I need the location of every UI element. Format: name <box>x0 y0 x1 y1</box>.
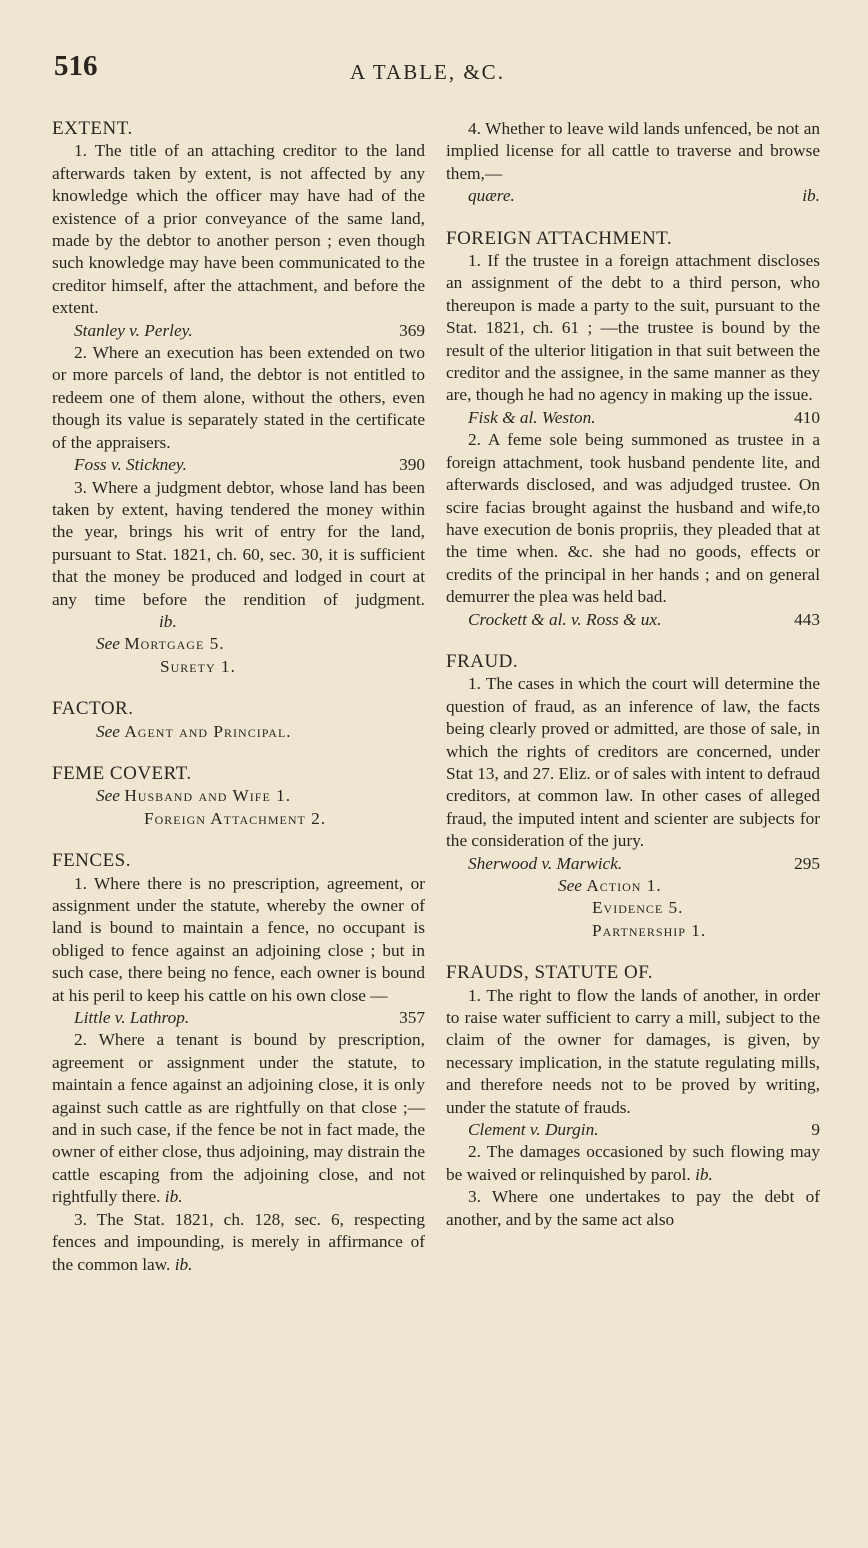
entry-heading: FACTOR. <box>52 698 134 720</box>
paragraph: 1. The right to flow the lands of another, in order to raise water sufficient to carry a mill, subject to the claim of the owner for damages, is given, by necessary implication, in the statute regulating mills, and therefore needs not to be proved by writing, under the statute of frauds. Clement v. Durgin. 9 <box>446 985 820 1142</box>
paragraph: 2. A feme sole being summoned as trustee in a foreign attachment, took husband pendente lite, and afterwards disclosed, and was adjudged trustee. On scire facias brought against the husband and wife,to have execution de bonis propriis, they pleaded that at the time when. &c. she had no goods, effects or credits of the principal in her hands ; and on general demurrer the plea was held bad. Crockett & al. v. Ross & ux. 443 <box>446 429 820 631</box>
entry-heading: FRAUDS, STATUTE OF. <box>446 962 654 984</box>
case-name: Stanley v. Perley. <box>74 320 193 340</box>
ibid-ref: ib. <box>164 1187 183 1207</box>
entry-fences-continued <box>446 118 820 208</box>
paragraph: 2. Where a tenant is bound by prescription, agreement or assignment under the statute, to maintain a fence against an adjoining close, it is only against such cattle as are rightfully on that close ;—and in such case, if the fence be not in fact made, the owner of either close, thus adjoining, may distrain the cattle escaping from the adjoining close, and not rightfully there. ib. <box>52 1030 425 1207</box>
page-ref: 410 <box>794 407 820 427</box>
entry-extent <box>52 118 425 678</box>
ibid-ref: ib. <box>174 1254 193 1274</box>
case-name: Little v. Lathrop. <box>74 1008 190 1028</box>
case-name: Crockett & al. v. Ross & ux. <box>468 609 662 629</box>
quaere: quære. <box>468 186 515 206</box>
case-name: Fisk & al. Weston. <box>468 407 596 427</box>
entry-feme-covert <box>52 763 425 830</box>
paragraph: 1. If the trustee in a foreign attachment discloses an assignment of the debt to a third person, who thereupon is made a party to the suit, pursuant to the Stat. 1821, ch. 61 ; —the trustee is bound by the result of the ulterior litigation in that suit between the creditor and the assignee, in the same manner as they are, though he had no agency in making up the issue. Fisk & al. Weston. 410 <box>446 250 820 429</box>
page-ref: 443 <box>794 609 820 629</box>
entry-fences <box>52 850 425 1276</box>
cross-reference: Foreign Attachment 2. <box>144 808 327 828</box>
ibid-ref: ib. <box>159 611 177 631</box>
cross-reference: See Mortgage 5. <box>96 634 225 654</box>
entry-heading: FOREIGN ATTACHMENT. <box>446 227 673 249</box>
page-ref: 9 <box>811 1120 820 1140</box>
paragraph: 3. Where a judgment debtor, whose land has been taken by extent, having tendered the money within the year, brings his writ of entry for the land, pursuant to Stat. 1821, ch. 60, sec. 30, it is sufficient that the money be produced and lodged in court at any time before the rendition of judgment. ib. <box>52 477 425 631</box>
entry-factor <box>52 698 425 743</box>
paragraph: 1. The cases in which the court will determine the question of fraud, as an inference of law, the facts being clearly proved or admitted, are those of sale, in which the rights of creditors are concerned, under Stat 13, and 27. Eliz. or of sales with intent to defraud creditors, at common law. In other cases of alleged fraud, the imputed intent and scienter are subjects for the consideration of the jury. Sherwood v. Marwick. 295 <box>446 673 820 875</box>
running-head: A TABLE, &C. <box>350 60 505 84</box>
entry-heading: FENCES. <box>52 850 131 872</box>
cross-reference: See Action 1. <box>558 876 662 895</box>
right-column <box>446 118 820 1231</box>
entry-heading: EXTENT. <box>52 118 133 139</box>
ibid-ref: ib. <box>695 1164 713 1184</box>
ibid-ref: ib. <box>802 186 820 206</box>
paragraph: 2. The damages occasioned by such flowing may be waived or relinquished by parol. ib. <box>446 1142 820 1184</box>
paragraph: 2. Where an execution has been extended on two or more parcels of land, the debtor is not entitled to redeem one of them alone, without the others, even though its value is separately stated in the certificate of the appraisers. Foss v. Stickney. 390 <box>52 342 425 476</box>
case-name: Sherwood v. Marwick. <box>468 853 623 873</box>
entry-frauds-statute <box>446 962 820 1231</box>
page-ref: 357 <box>399 1008 425 1028</box>
page-ref: 295 <box>794 853 820 873</box>
cross-reference: Partnership 1. <box>592 920 707 940</box>
entry-fraud <box>446 651 820 942</box>
cross-reference: Evidence 5. <box>592 898 684 918</box>
left-column <box>52 118 425 1276</box>
cross-reference: Surety 1. <box>160 656 236 676</box>
cross-reference: See Agent and Principal. <box>96 721 292 741</box>
case-name: Clement v. Durgin. <box>468 1120 599 1140</box>
paragraph: 3. Where one undertakes to pay the debt of another, and by the same act also <box>446 1187 820 1229</box>
paragraph: 1. Where there is no prescription, agreement, or assignment under the statute, whereby the owner of land is bound to maintain a fence, no occupant is obliged to fence against an adjoining close ; but in such case, there being no fence, each owner is bound at his peril to keep his cattle on his own close — Little v. Lathrop. 357 <box>52 873 425 1030</box>
entry-foreign-attachment <box>446 228 820 631</box>
entry-heading: FRAUD. <box>446 650 519 672</box>
page-ref: 390 <box>399 455 425 475</box>
page-number: 516 <box>54 50 98 82</box>
case-name: Foss v. Stickney. <box>74 455 187 475</box>
paragraph: 3. The Stat. 1821, ch. 128, sec. 6, respecting fences and impounding, is merely in affirmance of the common law. ib. <box>52 1209 425 1274</box>
entry-heading: FEME COVERT. <box>52 762 192 784</box>
cross-reference: See Husband and Wife 1. <box>96 786 292 806</box>
page-ref: 369 <box>399 320 425 340</box>
paragraph: 4. Whether to leave wild lands unfenced, be not an implied license for all cattle to traverse and browse them,— quære. ib. <box>446 118 820 208</box>
paragraph: 1. The title of an attaching creditor to the land afterwards taken by extent, is not affected by any knowledge which the officer may have had of the existence of a prior conveyance of the same land, made by the debtor to another person ; even though such knowledge may have been communicated to the creditor himself, after the attachment, and before the extent. Stanley v. Perley. 369 <box>52 140 425 342</box>
